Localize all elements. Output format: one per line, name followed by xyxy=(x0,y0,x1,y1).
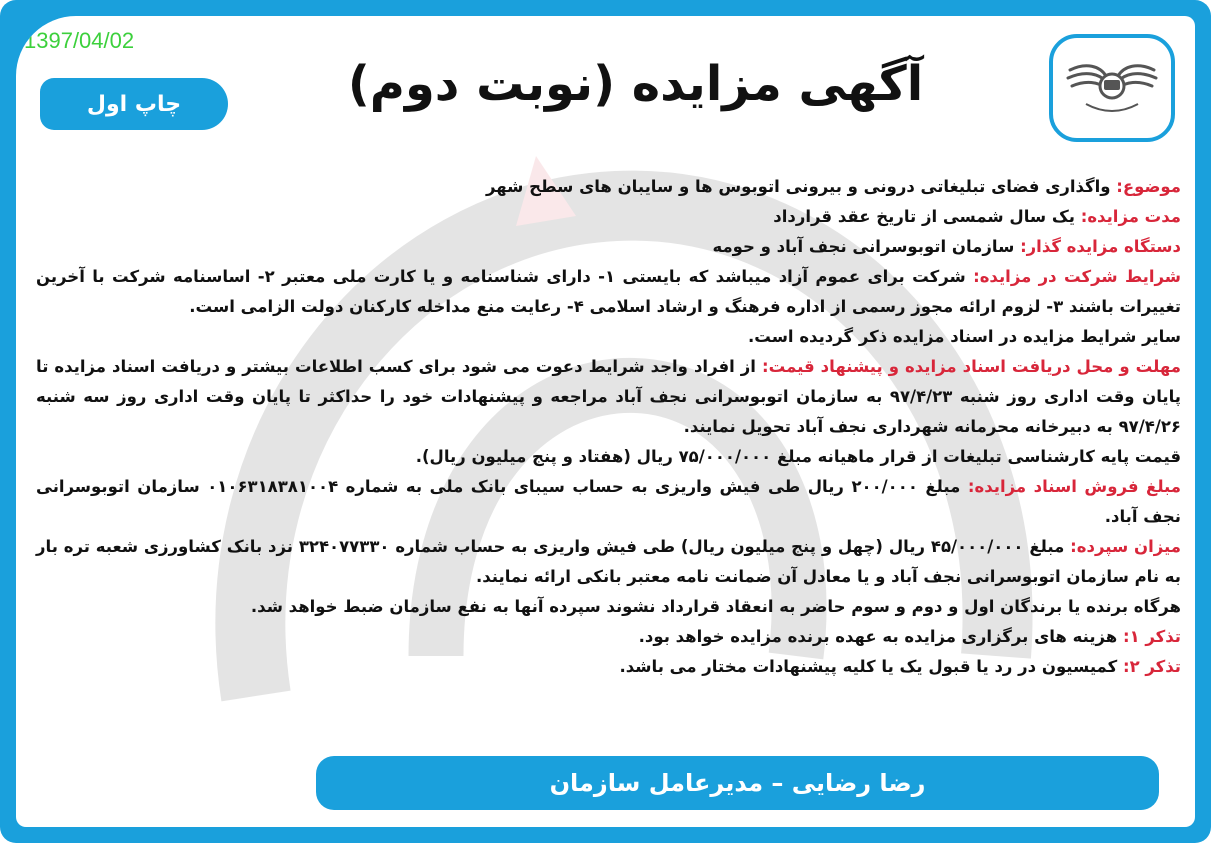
note2-line xyxy=(36,652,1181,682)
subject-line xyxy=(36,172,1181,202)
document-price-label: مبلغ فروش اسناد مزایده: xyxy=(967,477,1181,496)
deadline-text: از افراد واجد شرایط دعوت می شود برای کسب اطلاعات بیشتر و دریافت اسناد مزایده تا پایان وقت اداری روز شنبه ۹۷/۴/۲۳ به سازمان اتوبوسرانی نجف آباد مراجعه و پیشنهادات خود را حداکثر تا پایان وقت اداری روز سه شنبه ۹۷/۴/۲۶ به دبیرخانه محرمانه شهرداری نجف آباد تحویل نمایند. xyxy=(36,357,1181,436)
conditions-label: شرایط شرکت در مزایده: xyxy=(973,267,1181,286)
subject-text: واگذاری فضای تبلیغاتی درونی و بیرونی اتوبوس ها و سایبان های سطح شهر xyxy=(486,177,1111,196)
duration-label: مدت مزایده: xyxy=(1080,207,1181,226)
conditions-other: سایر شرایط مزایده در اسناد مزایده ذکر گردیده است. xyxy=(747,327,1181,346)
note1-line xyxy=(36,622,1181,652)
deposit-text: مبلغ ۴۵/۰۰۰/۰۰۰ ریال (چهل و پنج میلیون ریال) طی فیش واریزی به حساب شماره ۳۲۴۰۷۷۳۳۰ نزد بانک کشاورزی شعبه تره بار به نام سازمان اتوبوسرانی نجف آباد و یا معادل آن ضمانت نامه معتبر بانکی ارائه نمایند. xyxy=(36,537,1181,586)
subject-label: موضوع: xyxy=(1116,177,1181,196)
deposit-paragraph xyxy=(36,532,1181,592)
deadline-label: مهلت و محل دریافت اسناد مزایده و پیشنهاد قیمت: xyxy=(762,357,1181,376)
page-title: آگهی مزایده (نوبت دوم) xyxy=(347,56,924,112)
conditions-paragraph xyxy=(36,262,1181,322)
base-price-line: قیمت پایه کارشناسی تبلیغات از قرار ماهیانه مبلغ ۷۵/۰۰۰/۰۰۰ ریال (هفتاد و پنج میلیون ریال). xyxy=(415,447,1181,466)
ad-body xyxy=(16,16,1195,827)
logo xyxy=(1049,34,1175,142)
document-price-paragraph xyxy=(36,472,1181,532)
deadline-paragraph xyxy=(36,352,1181,442)
organizer-label: دستگاه مزایده گذار: xyxy=(1020,237,1181,256)
duration-line xyxy=(36,202,1181,232)
date-stamp: 1397/04/02 xyxy=(24,28,135,53)
document-price-text: مبلغ ۲۰۰/۰۰۰ ریال طی فیش واریزی به حساب سیبای بانک ملی به شماره ۰۱۰۶۳۱۸۳۸۱۰۰۴ سازمان اتوبوسرانی نجف آباد. xyxy=(36,477,1181,526)
duration-text: یک سال شمسی از تاریخ عقد قرارداد xyxy=(773,207,1075,226)
signature-banner: رضا رضایی – مدیرعامل سازمان xyxy=(316,756,1159,810)
winged-bus-logo-icon xyxy=(1066,56,1158,120)
note2-text: کمیسیون در رد یا قبول یک یا کلیه پیشنهادات مختار می باشد. xyxy=(619,657,1118,676)
organizer-text: سازمان اتوبوسرانی نجف آباد و حومه xyxy=(712,237,1015,256)
conditions-text: شرکت برای عموم آزاد میباشد که بایستی ۱- دارای شناسنامه و یا کارت ملی معتبر ۲- اساسنامه شرکت با آخرین تغییرات باشند ۳- لزوم ارائه مجوز رسمی از اداره فرهنگ و ارشاد اسلامی ۴- رعایت منع مداخله کارکنان دولت الزامی است. xyxy=(36,267,1181,316)
deposit-forfeit-line: هرگاه برنده یا برندگان اول و دوم و سوم حاضر به انعقاد قرارداد نشوند سپرده آنها به نفع سازمان ضبط خواهد شد. xyxy=(250,597,1181,616)
ad-content xyxy=(36,172,1181,682)
note1-label: تذکر ۱: xyxy=(1122,627,1181,646)
note1-text: هزینه های برگزاری مزایده به عهده برنده مزایده خواهد بود. xyxy=(638,627,1118,646)
organizer-line xyxy=(36,232,1181,262)
deposit-label: میزان سپرده: xyxy=(1070,537,1182,556)
print-badge: چاپ اول xyxy=(40,78,228,130)
note2-label: تذکر ۲: xyxy=(1122,657,1181,676)
